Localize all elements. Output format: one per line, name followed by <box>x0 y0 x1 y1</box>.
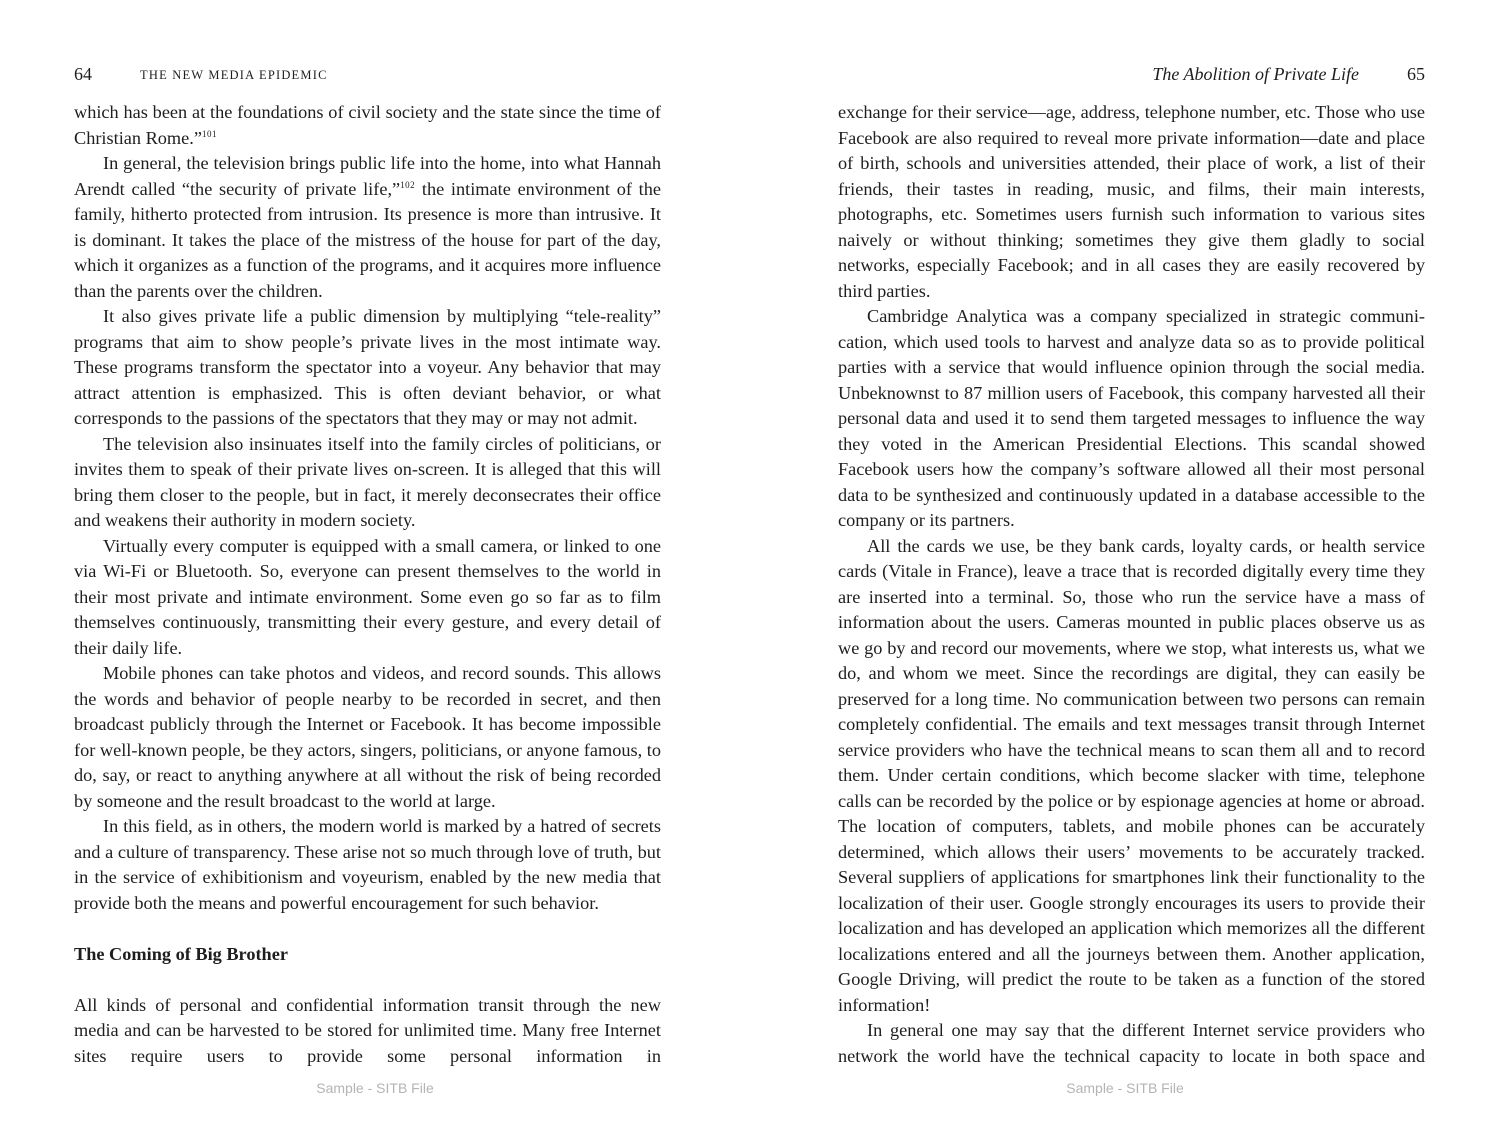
footnote-marker[interactable]: 102 <box>400 179 416 190</box>
running-head <box>74 64 661 90</box>
paragraph-text: In general, the television brings public life into the home, into what Hannah Arendt called “the security of private life,” <box>74 153 661 199</box>
paragraph: In this field, as in others, the modern world is marked by a hatred of secrets and a culture of transparency. These arise not so much through love of truth, but in the service of exhibitionism and voyeurism, enabled by the new media that provide both the means and powerful encouragement for such behavior. <box>74 816 661 913</box>
paragraph <box>74 100 661 151</box>
body-text <box>838 100 1425 1069</box>
body-text <box>74 100 661 1069</box>
paragraph: Cambridge Analytica was a company specialized in strategic communication, which used tools to harvest and analyze data so as to provide political parties with a service that would influence opinion through the social media. Unbeknownst to 87 million users of Facebook, this company harvested all their personal data and used it to send them targeted messages to influence the way they voted in the American Presidential Elections. This scandal showed Facebook users how the company’s software allowed all their most personal data to be synthesized and continuously updated in a database accessible to the company or its partners. <box>838 306 1425 530</box>
watermark: Sample - SITB File <box>1066 1080 1184 1096</box>
paragraph: In general one may say that the different Internet service providers who network the world have the technical capacity to locate in both space and <box>838 1020 1425 1066</box>
right-page <box>750 0 1500 1130</box>
paragraph-text: the intimate environment of the family, hitherto protected from intrusion. Its presence is more than intrusive. It is dominant. It takes the place of the mistress of the house for part of the day, which it organizes as a function of the programs, and it acquires more influence than the parents over the children. <box>74 178 661 301</box>
paragraph: It also gives private life a public dimension by multiplying “tele-reality” programs that aim to show people’s private lives in the most intimate way. These programs transform the spectator into a voyeur. Any behavior that may attract attention is emphasized. This is often deviant behavior, or what corresponds to the passions of the spectators that they may or may not admit. <box>74 306 661 428</box>
paragraph: The television also insinuates itself into the family circles of politicians, or invites them to speak of their private lives on-screen. It is alleged that this will bring them closer to the people, but in fact, it merely deconsecrates their office and weakens their authority in modern society. <box>74 433 661 530</box>
paragraph: All kinds of personal and confidential information transit through the new media and can be harvested to be stored for unlimited time. Many free Internet sites require users to provide some personal information in <box>74 994 661 1066</box>
paragraph-text: which has been at the foundations of civil society and the state since the time of Christian Rome.” <box>74 102 661 148</box>
footnote-marker[interactable]: 101 <box>201 128 217 139</box>
paragraph <box>74 151 661 304</box>
page-number: 64 <box>74 64 92 84</box>
paragraph: exchange for their service—age, address, telephone number, etc. Those who use Facebook are also required to reveal more private information—date and place of birth, schools and universities attended, their place of work, a list of their friends, their tastes in reading, music, and films, their main interests, photographs, etc. Sometimes users furnish such information to various sites naively or without thinking; sometimes they give them gladly to social networks, especially Facebook; and in all cases they are easily recovered by third parties. <box>838 102 1425 301</box>
paragraph: Mobile phones can take photos and videos, and record sounds. This allows the words and behavior of people nearby to be recorded in secret, and then broadcast publicly through the Internet or Facebook. It has become impossible for well-known people, be they actors, singers, politicians, or anyone famous, to do, say, or react to anything anywhere at all without the risk of being recorded by someone and the result broadcast to the world at large. <box>74 663 661 811</box>
running-head-title: THE NEW MEDIA EPIDEMIC <box>140 68 328 82</box>
running-head <box>838 64 1425 90</box>
watermark: Sample - SITB File <box>316 1080 434 1096</box>
paragraph: Virtually every computer is equipped with a small camera, or linked to one via Wi-Fi or Bluetooth. So, everyone can present themselves to the world in their most private and intimate environment. Some even go so far as to film themselves continuously, transmitting their every gesture, and every detail of their daily life. <box>74 535 661 658</box>
section-heading: The Coming of Big Brother <box>74 943 288 964</box>
running-head-title: The Abolition of Private Life <box>1152 64 1359 84</box>
page-number: 65 <box>1407 64 1425 84</box>
paragraph: All the cards we use, be they bank cards, loyalty cards, or health service cards (Vitale in France), leave a trace that is recorded digitally every time they are inserted into a terminal. So, those who run the service have a mass of information about the users. Cameras mounted in public places observe us as we go by and record our movements, where we stop, what interests us, what we do, and whom we meet. Since the recordings are digital, they can easily be preserved for a long time. No communication between two persons can remain completely confidential. The emails and text messages transit through Internet service providers who have the technical means to scan them all and to record them. Under certain conditions, which become slacker with time, telephone calls can be recorded by the police or by espionage agencies at home or abroad. The location of computers, tablets, and mobile phones can be accurately determined, which allows their users’ movements to be accurately tracked. Several suppliers of applications for smartphones link their functionality to the localization of their user. Google strongly encourages its users to provide their localization and has developed an application which memorizes all the different localizations entered and all the journeys between them. Another application, Google Driving, will predict the route to be taken as a function of the stored information! <box>838 535 1425 1015</box>
